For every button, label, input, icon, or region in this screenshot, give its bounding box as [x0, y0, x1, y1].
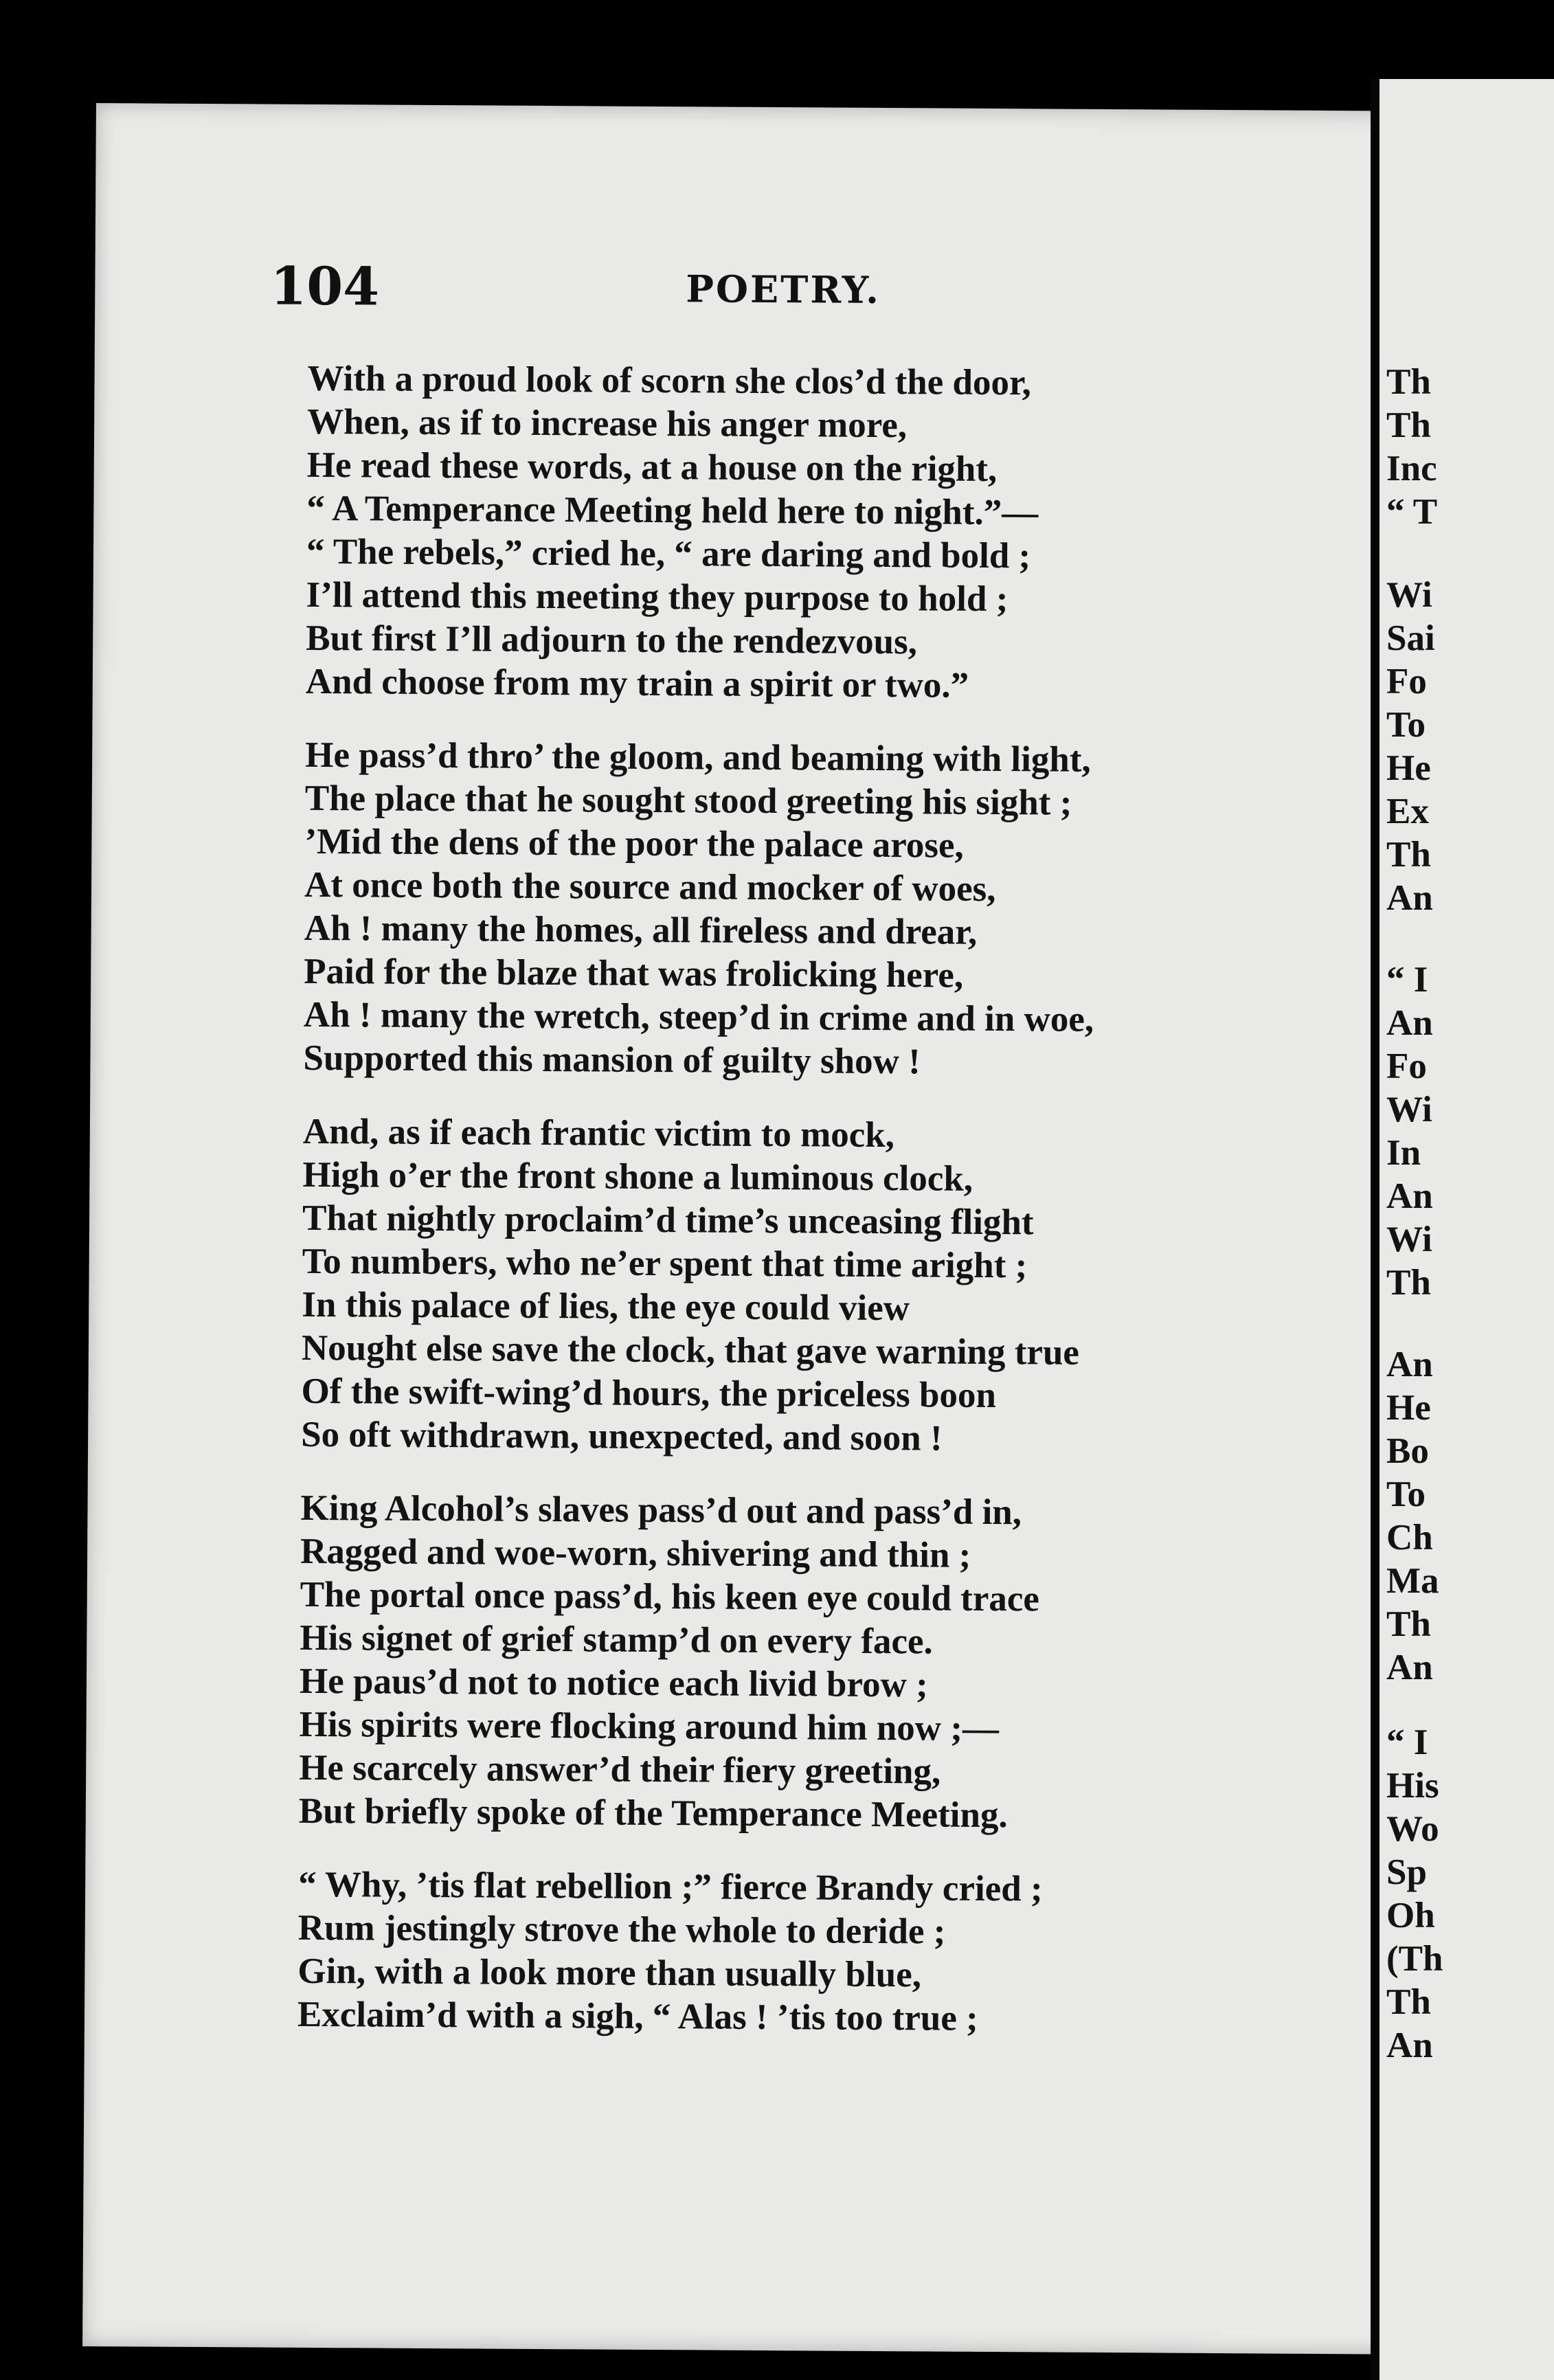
poem-line: Gin, with a look more than usually blue, — [297, 1951, 922, 1995]
facing-line: “ I — [1386, 960, 1428, 1000]
facing-line: Fo — [1386, 662, 1427, 701]
facing-stanza-4 — [1380, 1343, 1439, 1689]
facing-line: Sai — [1386, 618, 1435, 658]
facing-line: Th — [1386, 1604, 1431, 1644]
poem-line: With a proud look of scorn she clos’d the door, — [307, 358, 1032, 403]
poem-line: He scarcely answer’d their fiery greeting, — [299, 1747, 941, 1792]
poem-line: In this palace of lies, the eye could view — [302, 1284, 910, 1329]
facing-line: In — [1386, 1133, 1421, 1173]
stanza-1 — [306, 357, 1039, 708]
poem-line: Ah ! many the homes, all fireless and drear, — [304, 908, 978, 952]
book-gutter — [1371, 79, 1380, 2380]
facing-line: Th — [1386, 362, 1431, 402]
facing-line: Th — [1386, 835, 1431, 875]
poem-line: I’ll attend this meeting they purpose to hold ; — [306, 574, 1009, 620]
facing-line: Ma — [1386, 1561, 1439, 1601]
poem-line: So oft withdrawn, unexpected, and soon ! — [300, 1414, 943, 1459]
facing-line: Bo — [1386, 1431, 1429, 1471]
poem-line: Of the swift-wing’d hours, the priceless boon — [301, 1371, 997, 1416]
facing-page-edge — [1380, 79, 1554, 2380]
facing-line: Inc — [1386, 449, 1437, 489]
facing-line: Th — [1386, 405, 1431, 445]
stanza-4 — [299, 1487, 1040, 1838]
running-title: POETRY. — [686, 267, 881, 312]
facing-line: An — [1386, 1648, 1433, 1687]
facing-line: Wi — [1386, 1220, 1432, 1259]
poem-line: He read these words, at a house on the right, — [306, 445, 998, 490]
poem-line: King Alcohol’s slaves pass’d out and pass’d in, — [300, 1488, 1022, 1533]
book-page — [82, 103, 1405, 2355]
poem-line: The place that he sought stood greeting his sight ; — [304, 778, 1072, 823]
poem-line: When, as if to increase his anger more, — [306, 401, 908, 446]
poem-line: Paid for the blaze that was frolicking here, — [304, 951, 964, 996]
facing-line: An — [1386, 1003, 1433, 1043]
facing-line: “ I — [1386, 1722, 1428, 1762]
facing-line: An — [1386, 878, 1433, 918]
poem-line: Rum jestingly strove the whole to deride ; — [297, 1907, 946, 1952]
stanza-3 — [301, 1110, 1081, 1461]
facing-line: Ch — [1386, 1518, 1433, 1558]
poem-line: Supported this mansion of guilty show ! — [303, 1037, 921, 1082]
poem-line: High o’er the front shone a luminous clock, — [302, 1154, 973, 1199]
facing-stanza-1 — [1380, 361, 1437, 534]
facing-line: To — [1386, 705, 1426, 745]
facing-line: Th — [1386, 1263, 1431, 1303]
facing-line: (Th — [1386, 1939, 1443, 1979]
poem-line: But first I’ll adjourn to the rendezvous, — [306, 618, 918, 662]
facing-line: Wi — [1386, 1090, 1432, 1130]
stanza-2 — [303, 734, 1095, 1085]
facing-line: Wi — [1386, 575, 1432, 615]
facing-line: Wo — [1386, 1809, 1439, 1849]
facing-stanza-5 — [1380, 1721, 1443, 2067]
poem-line: “ Why, ’tis flat rebellion ;” fierce Brandy cried ; — [297, 1864, 1043, 1909]
poem-line: Exclaim’d with a sigh, “ Alas ! ’tis too true ; — [297, 1994, 978, 2039]
facing-line: An — [1386, 1176, 1433, 1216]
facing-line: He — [1386, 1388, 1431, 1428]
facing-stanza-2 — [1380, 574, 1435, 920]
poem-line: Nought else save the clock, that gave warning true — [301, 1327, 1080, 1373]
facing-line: He — [1386, 748, 1431, 788]
facing-line: Sp — [1386, 1852, 1427, 1892]
page-number: 104 — [270, 255, 380, 317]
facing-line: An — [1386, 1345, 1433, 1384]
poem-line: His spirits were flocking around him now ;— — [299, 1704, 1000, 1749]
poem-line: The portal once pass’d, his keen eye could trace — [300, 1574, 1040, 1619]
facing-line: To — [1386, 1474, 1426, 1514]
poem-line: But briefly spoke of the Temperance Meeting. — [298, 1790, 1008, 1836]
poem-line: To numbers, who ne’er spent that time aright ; — [302, 1241, 1028, 1286]
poem-line: “ A Temperance Meeting held here to night.”— — [306, 488, 1039, 533]
poem-line: His signet of grief stamp’d on every face. — [300, 1617, 933, 1662]
facing-line: Th — [1386, 1982, 1431, 2022]
poem-line: Ragged and woe-worn, shivering and thin ; — [300, 1531, 971, 1575]
facing-line: Ex — [1386, 792, 1429, 831]
poem-line: At once both the source and mocker of woes, — [304, 864, 996, 910]
poem-line: ’Mid the dens of the poor the palace arose, — [304, 821, 964, 866]
poem-line: He pass’d thro’ the gloom, and beaming with light, — [305, 734, 1091, 780]
stanza-5 — [297, 1863, 1043, 2041]
poem-line: “ The rebels,” cried he, “ are daring and bold ; — [306, 531, 1031, 576]
facing-line: “ T — [1386, 492, 1438, 532]
poem-line: He paus’d not to notice each livid brow ; — [299, 1661, 928, 1705]
facing-line: Fo — [1386, 1046, 1427, 1086]
poem-line: That nightly proclaim’d time’s unceasing flight — [302, 1198, 1034, 1243]
poem-line: Ah ! many the wretch, steep’d in crime and in woe, — [303, 994, 1094, 1040]
poem-line: And, as if each frantic victim to mock, — [302, 1111, 895, 1156]
facing-line: Oh — [1386, 1896, 1435, 1935]
poem-line: And choose from my train a spirit or two.” — [305, 661, 969, 706]
facing-line: His — [1386, 1766, 1439, 1806]
facing-stanza-3 — [1380, 958, 1433, 1305]
facing-line: An — [1386, 2025, 1433, 2065]
